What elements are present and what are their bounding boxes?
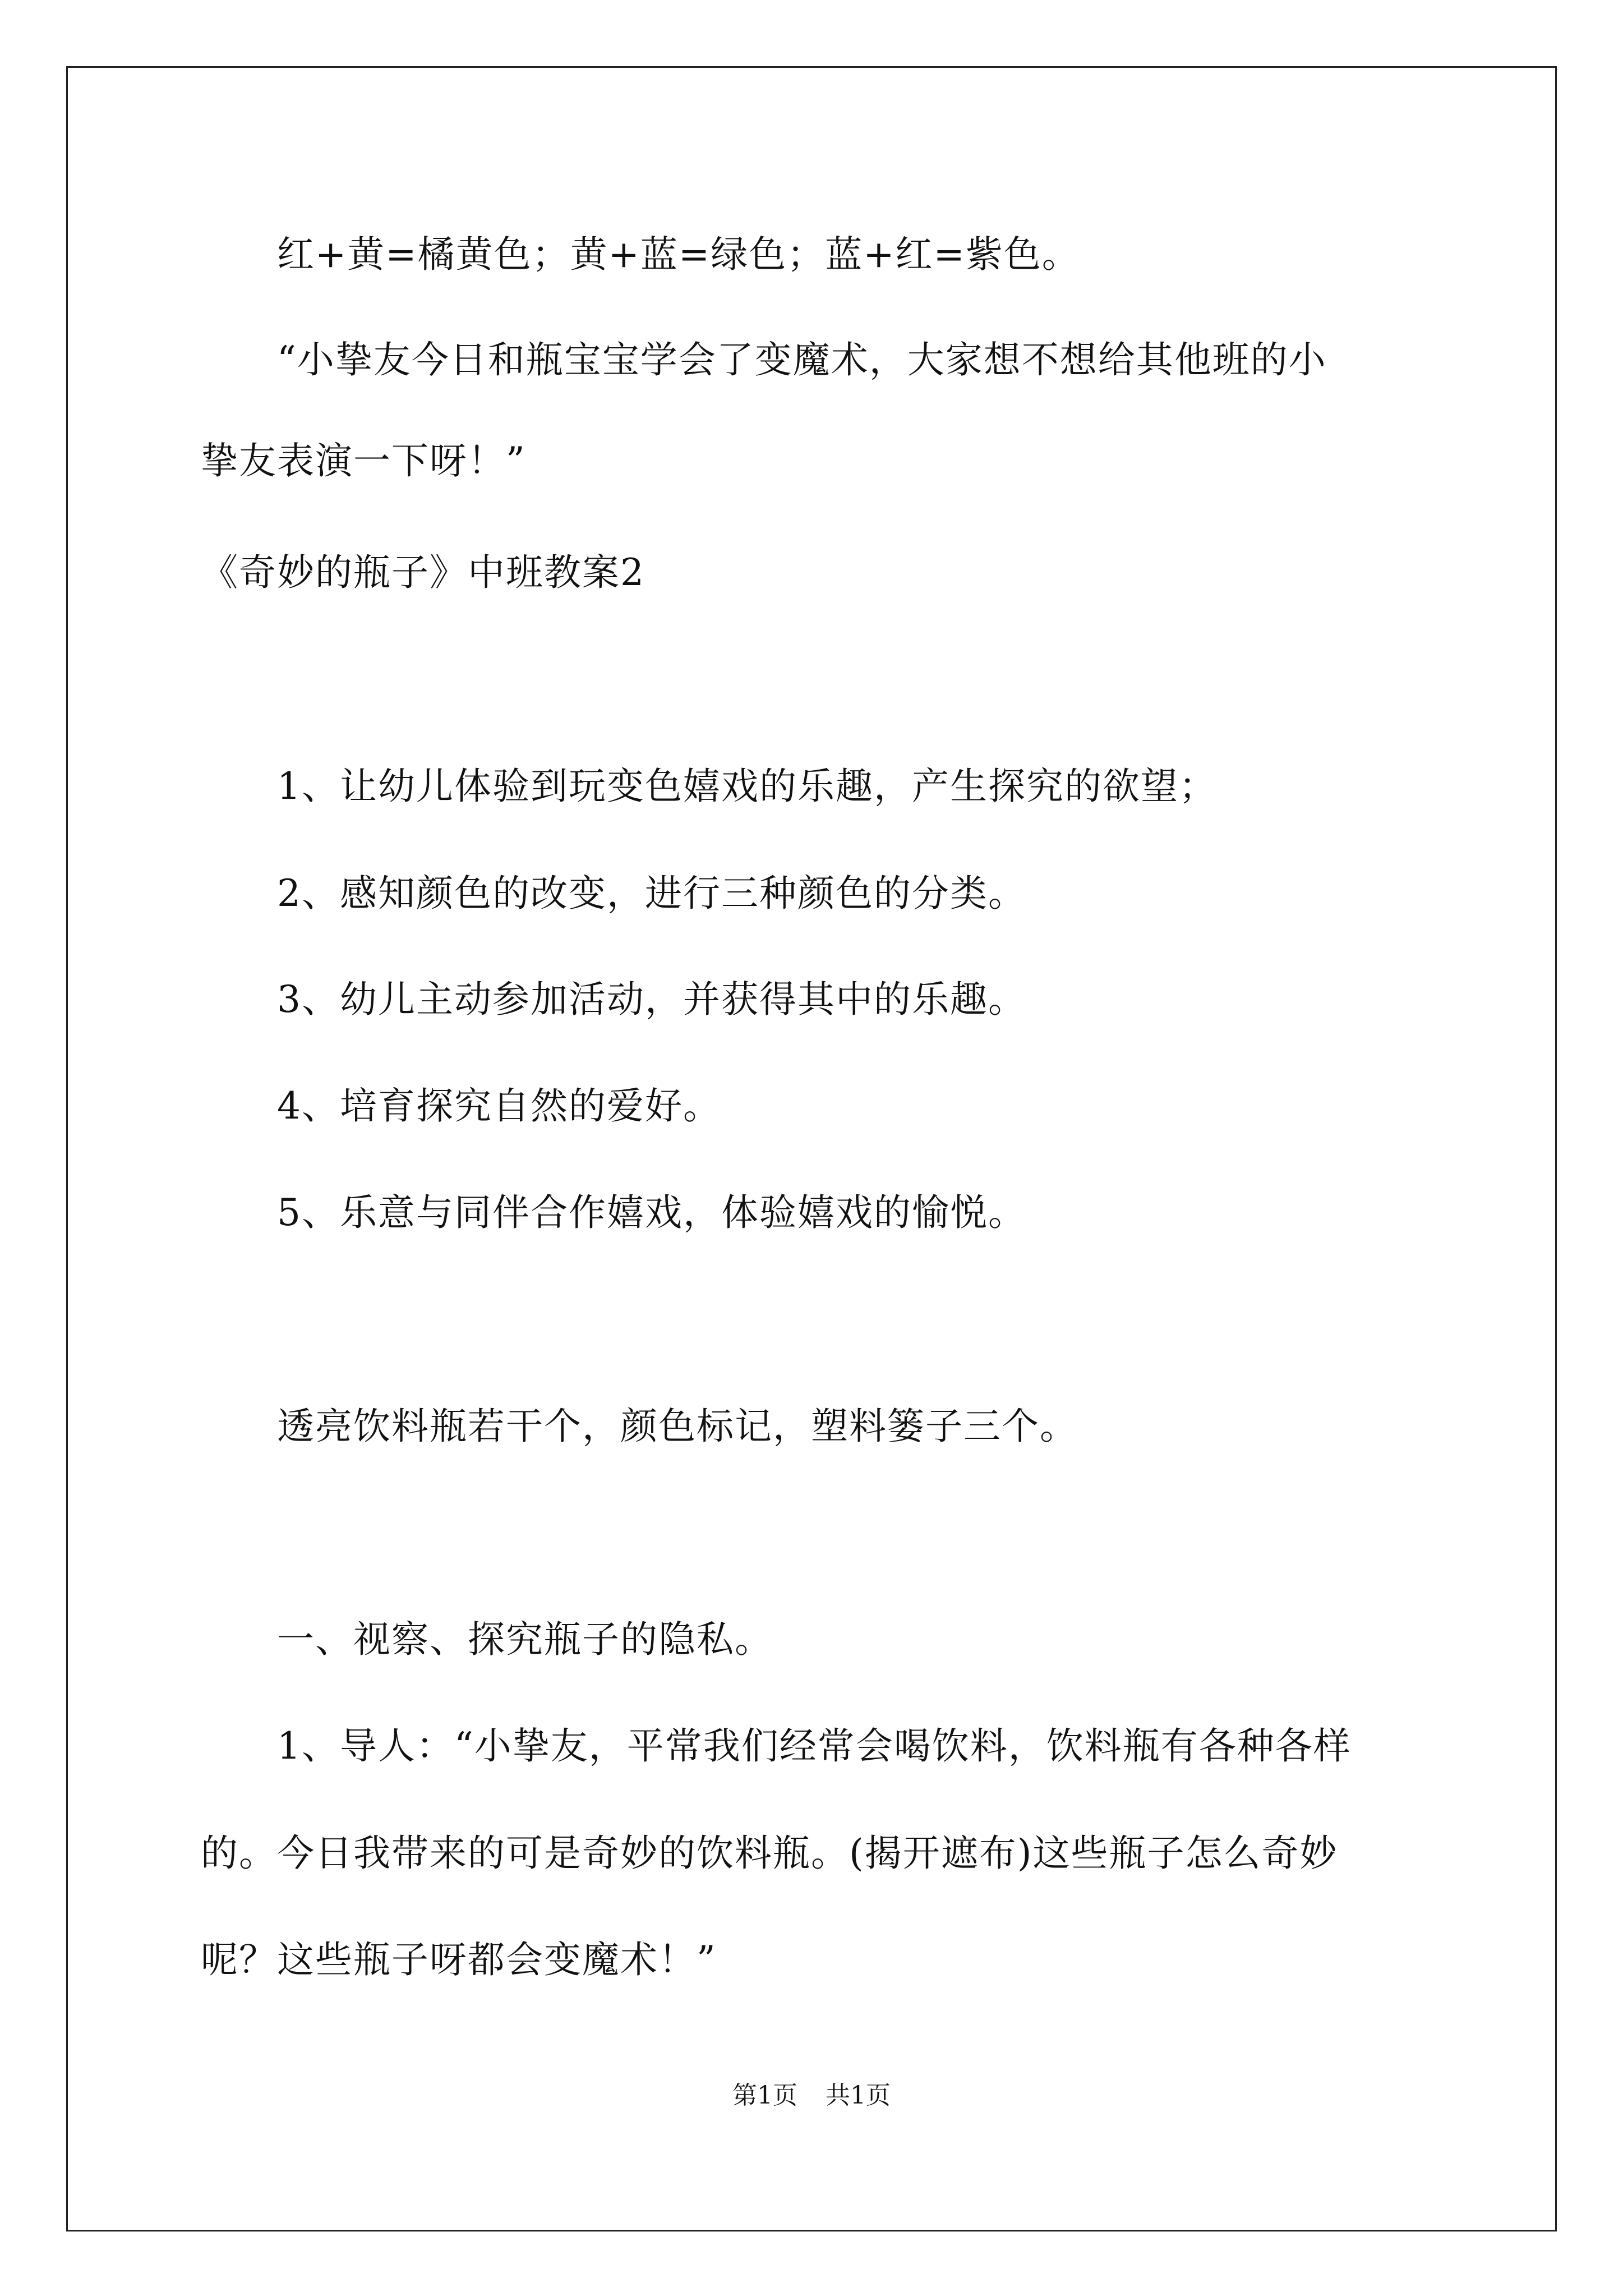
step-heading: 一、视察、探究瓶子的隐私。 <box>277 1618 773 1661</box>
text-line-quote-start: “小挚友今日和瓶宝宝学会了变魔术，大家想不想给其他班的小 <box>277 338 1327 381</box>
step-line-1: 1、导人：“小挚友，平常我们经常会喝饮料，饮料瓶有各种各样 <box>277 1724 1352 1768</box>
page-border <box>66 66 1557 2231</box>
goal-item-1: 1、让幼儿体验到玩变色嬉戏的乐趣，产生探究的欲望； <box>277 765 1217 808</box>
page-footer <box>0 2083 1623 2108</box>
page-total: 共1页 <box>826 2081 891 2110</box>
goal-item-4: 4、培育探究自然的爱好。 <box>277 1084 721 1128</box>
materials-line: 透亮饮料瓶若干个，颜色标记，塑料篓子三个。 <box>277 1405 1078 1448</box>
goal-item-5: 5、乐意与同伴合作嬉戏，体验嬉戏的愉悦。 <box>277 1191 1026 1234</box>
goal-item-3: 3、幼儿主动参加活动，并获得其中的乐趣。 <box>277 978 1026 1021</box>
goal-item-2: 2、感知颜色的改变，进行三种颜色的分类。 <box>277 872 1026 915</box>
step-line-3: 呢？这些瓶子呀都会变魔术！” <box>201 1938 717 1981</box>
text-line-color-mixing: 红+黄=橘黄色；黄+蓝=绿色；蓝+红=紫色。 <box>277 233 1080 276</box>
text-line-quote-end: 挚友表演一下呀！” <box>201 439 526 482</box>
section-title: 《奇妙的瓶子》中班教案2 <box>201 551 645 594</box>
step-line-2: 的。今日我带来的可是奇妙的饮料瓶。(揭开遮布)这些瓶子怎么奇妙 <box>201 1832 1338 1875</box>
page-current: 第1页 <box>732 2081 797 2110</box>
